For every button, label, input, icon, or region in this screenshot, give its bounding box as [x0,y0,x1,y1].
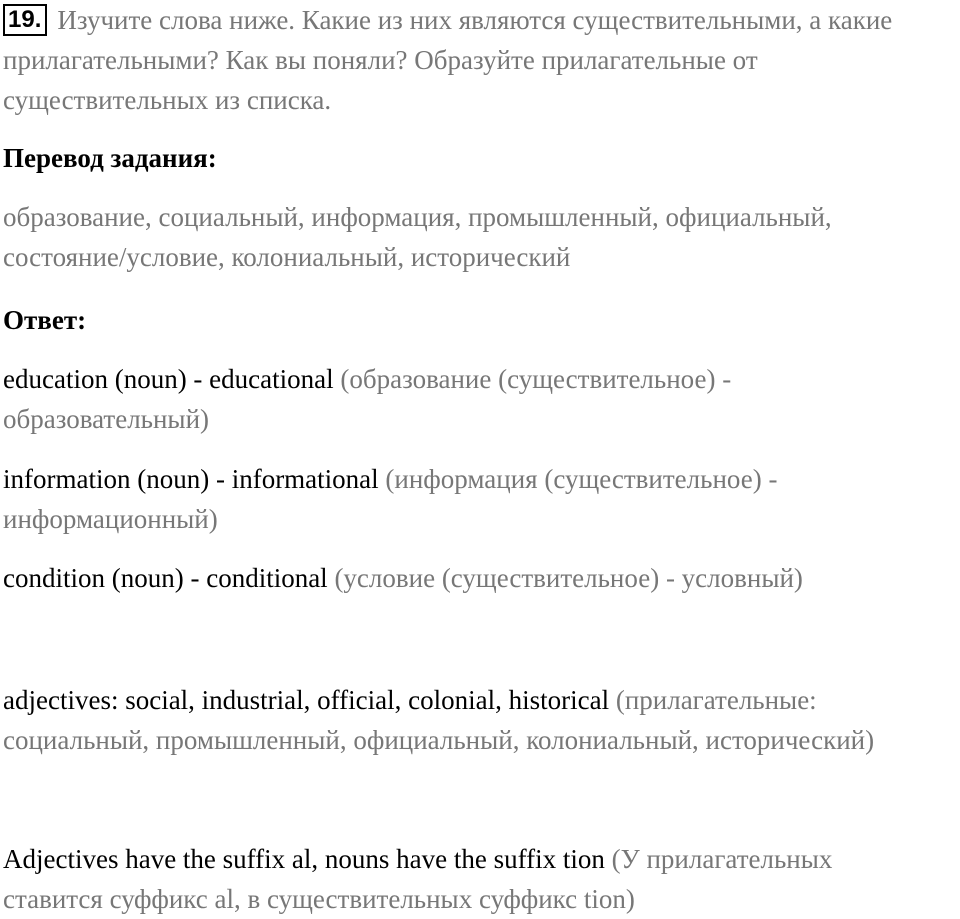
answer-item-information [3,459,883,539]
answer-ru: (образование (существительное) - образовательный) [3,364,732,434]
answer-item-suffixes [3,839,933,919]
answer-item-education [3,359,833,439]
answer-en: education (noun) - educational [3,364,334,394]
answer-en: condition (noun) - conditional [3,563,328,593]
answer-en: information (noun) - informational [3,464,379,494]
task-statement [3,0,959,120]
answer-en: adjectives: social, industrial, official, colonial, historical [3,685,610,715]
answer-ru: (условие (существительное) - условный) [334,563,803,593]
answer-ru: (прилагательные: социальный, промышленный, официальный, колониальный, исторический) [3,685,875,755]
answer-en: Adjectives have the suffix al, nouns have the suffix tion [3,844,605,874]
translation-text: образование, социальный, информация, промышленный, официальный, состояние/условие, колониальный, исторический [3,202,832,272]
answer-ru: (информация (существительное) - информационный) [3,464,778,534]
answer-item-condition [3,558,959,598]
answer-item-adjectives [3,680,959,760]
task-number: 19. [3,4,47,36]
task-text: Изучите слова ниже. Какие из них являются существительными, а какие прилагательными? Как вы поняли? Образуйте прилагательные от существительных из списка. [3,5,893,115]
translation-heading: Перевод задания: [3,143,217,173]
answer-ru: (У прилагательных ставится суффикс al, в существительных суффикс tion) [3,844,833,914]
answer-heading: Ответ: [3,305,87,335]
